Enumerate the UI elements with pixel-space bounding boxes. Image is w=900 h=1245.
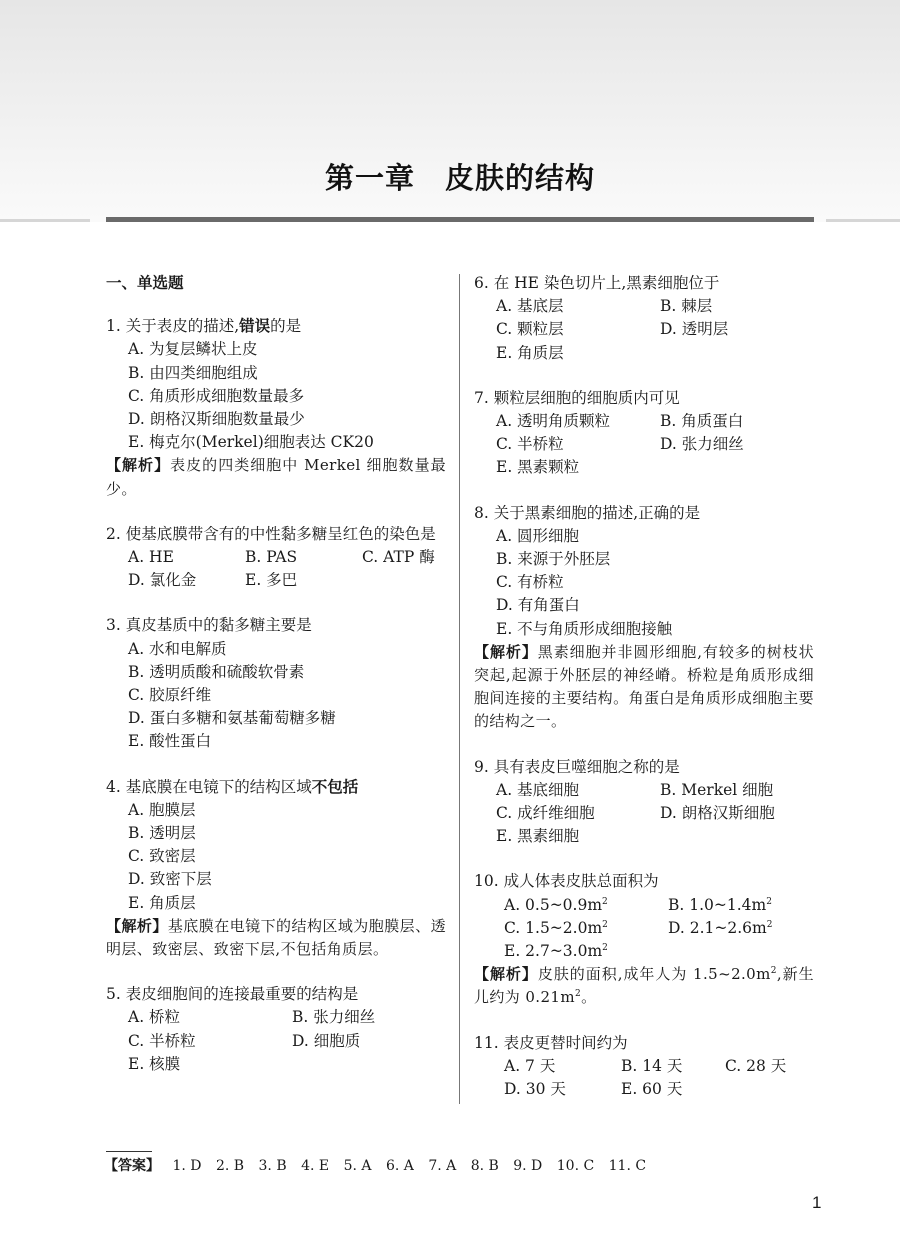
analysis-text: ,新生儿约为 0.21m — [474, 965, 815, 1007]
option: E. 多巴 — [245, 571, 298, 590]
option-row — [474, 802, 814, 825]
option-row — [474, 433, 814, 456]
page-number: 1 — [812, 1193, 822, 1212]
right-column — [474, 272, 814, 1123]
option: D. 细胞质 — [292, 1031, 361, 1050]
option: C. 角质形成细胞数量最多 — [128, 386, 305, 405]
option-row — [474, 1078, 814, 1101]
question-stem: 6. 在 HE 染色切片上,黑素细胞位于 — [474, 274, 720, 292]
analysis-tag: 【解析】 — [474, 965, 538, 984]
unit-exponent: 2 — [770, 966, 777, 977]
answer-item: 3. B — [258, 1158, 287, 1174]
analysis — [106, 454, 446, 500]
unit-exponent: 2 — [575, 989, 582, 1000]
option: E. 黑素颗粒 — [496, 458, 580, 477]
answer-item: 8. B — [470, 1158, 499, 1174]
unit-exponent: 2 — [602, 942, 608, 953]
option: D. 氯化金 — [128, 571, 197, 590]
option: D. 蛋白多糖和氨基葡萄糖多糖 — [128, 709, 336, 728]
question-stem: 11. 表皮更替时间约为 — [474, 1033, 628, 1052]
analysis-tag: 【解析】 — [474, 642, 538, 661]
question-2 — [106, 523, 446, 593]
option-text: B. 1.0~1.4m — [668, 895, 767, 914]
option: E. 不与角质形成细胞接触 — [496, 619, 673, 638]
option: A. 桥粒 — [128, 1008, 181, 1027]
answer-item: 2. B — [215, 1158, 245, 1174]
option: B. 角质蛋白 — [660, 412, 744, 431]
option: D. 朗格汉斯细胞数量最少 — [128, 410, 305, 429]
analysis-text: 基底膜在电镜下的结构区域为胞膜层、透明层、致密层、致密下层,不包括角质层。 — [106, 916, 446, 959]
analysis — [106, 915, 446, 961]
option: A. HE — [128, 548, 174, 567]
option: A. 7 天 — [504, 1056, 556, 1075]
answer-item: 7. A — [428, 1158, 457, 1174]
option: A. 为复层鳞状上皮 — [128, 340, 258, 359]
option: E. 角质层 — [496, 343, 564, 362]
analysis-tag: 【解析】 — [106, 456, 171, 475]
option-row — [106, 546, 446, 569]
option: C. 28 天 — [725, 1056, 787, 1075]
option: B. PAS — [245, 548, 298, 567]
question-stem: 2. 使基底膜带含有的中性黏多糖呈红色的染色是 — [106, 524, 436, 543]
option: D. 有角蛋白 — [496, 596, 580, 615]
question-stem: 7. 颗粒层细胞的细胞质内可见 — [474, 388, 680, 407]
option: B. 由四类细胞组成 — [128, 363, 258, 382]
answer-item: 10. C — [556, 1158, 595, 1174]
question-5 — [106, 983, 446, 1076]
option-row — [106, 1030, 446, 1053]
chapter-title: 第一章 皮肤的结构 — [324, 161, 595, 195]
option-row — [474, 894, 814, 917]
stem-emphasis: 不包括 — [311, 777, 359, 796]
answer-key-label: 【答案】 — [104, 1158, 160, 1174]
option-row — [474, 318, 814, 341]
analysis-text: 表皮的四类细胞中 Merkel 细胞数量最少。 — [106, 456, 446, 498]
option: A. 圆形细胞 — [496, 526, 580, 545]
analysis-text: 黑素细胞并非圆形细胞,有较多的树枝状突起,起源于外胚层的神经嵴。桥粒是角质形成细胞间连接的主要结构。角蛋白是角质形成细胞主要的结构之一。 — [474, 642, 814, 731]
option-text: A. 0.5~0.9m — [504, 895, 603, 914]
option-row — [474, 1055, 814, 1078]
unit-exponent: 2 — [766, 896, 772, 907]
option — [504, 894, 668, 917]
option: D. 30 天 — [504, 1080, 566, 1099]
stem-emphasis: 错误 — [239, 317, 271, 336]
option: E. 核膜 — [128, 1054, 181, 1073]
option: D. 透明层 — [660, 320, 729, 339]
option-row — [474, 295, 814, 318]
option: B. 透明层 — [128, 824, 196, 843]
title-rule — [106, 217, 814, 222]
stem-text: 4. 基底膜在电镜下的结构区域 — [106, 777, 312, 796]
question-1 — [106, 315, 446, 501]
analysis — [474, 963, 814, 1009]
question-stem: 10. 成人体表皮肤总面积为 — [474, 872, 659, 891]
question-stem — [106, 776, 446, 799]
option-row — [106, 1006, 446, 1029]
option: E. 梅克尔(Merkel)细胞表达 CK20 — [128, 433, 374, 452]
left-column — [106, 272, 446, 1098]
option-text: C. 1.5~2.0m — [504, 918, 603, 937]
answer-item: 1. D — [172, 1158, 202, 1174]
option: D. 张力细丝 — [660, 435, 744, 454]
option-row — [474, 410, 814, 433]
column-divider — [459, 274, 460, 1104]
option — [504, 917, 668, 940]
question-7 — [474, 387, 814, 480]
option: D. 致密下层 — [128, 870, 212, 889]
option: D. 朗格汉斯细胞 — [660, 804, 775, 823]
question-stem: 8. 关于黑素细胞的描述,正确的是 — [474, 503, 701, 522]
question-stem: 9. 具有表皮巨噬细胞之称的是 — [474, 757, 680, 776]
option: C. 成纤维细胞 — [496, 804, 595, 823]
analysis-text: 。 — [581, 988, 597, 1007]
answer-item: 11. C — [608, 1158, 647, 1174]
analysis-tag: 【解析】 — [106, 916, 168, 935]
option-row — [474, 917, 814, 940]
answer-item: 5. A — [343, 1158, 372, 1174]
answer-key — [104, 1156, 656, 1176]
option: E. 黑素细胞 — [496, 827, 580, 846]
question-stem: 5. 表皮细胞间的连接最重要的结构是 — [106, 985, 359, 1004]
title-rule-left — [0, 219, 90, 222]
option: E. 酸性蛋白 — [128, 732, 212, 751]
option: C. 有桥粒 — [496, 573, 564, 592]
option-row — [106, 569, 446, 592]
option: B. Merkel 细胞 — [660, 780, 774, 799]
unit-exponent: 2 — [602, 919, 608, 930]
option: A. 胞膜层 — [128, 800, 196, 819]
option: A. 基底细胞 — [496, 780, 580, 799]
option: E. 60 天 — [621, 1080, 683, 1099]
option: E. 角质层 — [128, 893, 196, 912]
option — [474, 940, 814, 963]
question-11 — [474, 1032, 814, 1102]
option: C. 胶原纤维 — [128, 686, 212, 705]
option: A. 透明角质颗粒 — [496, 412, 611, 431]
question-4 — [106, 776, 446, 962]
analysis-text: 皮肤的面积,成年人为 1.5~2.0m — [537, 965, 771, 984]
option: A. 水和电解质 — [128, 639, 227, 658]
question-6 — [474, 272, 814, 365]
question-8 — [474, 502, 814, 734]
option — [668, 917, 772, 940]
option: C. 半桥粒 — [496, 435, 564, 454]
stem-text: 的是 — [270, 317, 302, 336]
question-stem — [106, 315, 446, 338]
unit-exponent: 2 — [766, 919, 773, 930]
analysis — [474, 641, 814, 734]
answer-item: 4. E — [301, 1158, 330, 1174]
option: A. 基底层 — [496, 297, 564, 316]
question-10 — [474, 870, 814, 1009]
title-rule-right — [826, 219, 900, 222]
option-text: D. 2.1~2.6m — [668, 918, 767, 937]
option: C. 颗粒层 — [496, 320, 564, 339]
unit-exponent: 2 — [602, 896, 608, 907]
answers-rule — [106, 1151, 152, 1152]
option: C. 半桥粒 — [128, 1031, 196, 1050]
option-text: E. 2.7~3.0m — [504, 942, 603, 961]
option: C. 致密层 — [128, 847, 196, 866]
section-heading: 一、单选题 — [106, 274, 184, 292]
question-3 — [106, 614, 446, 753]
stem-text: 1. 关于表皮的描述, — [106, 317, 240, 336]
answer-item: 6. A — [385, 1158, 414, 1174]
option: B. 张力细丝 — [292, 1008, 376, 1027]
answer-item: 9. D — [513, 1158, 543, 1174]
question-9 — [474, 756, 814, 849]
option-row — [474, 779, 814, 802]
option: C. ATP 酶 — [362, 548, 435, 567]
option: B. 棘层 — [660, 297, 713, 316]
question-stem: 3. 真皮基质中的黏多糖主要是 — [106, 616, 312, 635]
option: B. 14 天 — [621, 1056, 683, 1075]
option: B. 透明质酸和硫酸软骨素 — [128, 662, 305, 681]
option — [668, 894, 772, 917]
option: B. 来源于外胚层 — [496, 550, 611, 569]
